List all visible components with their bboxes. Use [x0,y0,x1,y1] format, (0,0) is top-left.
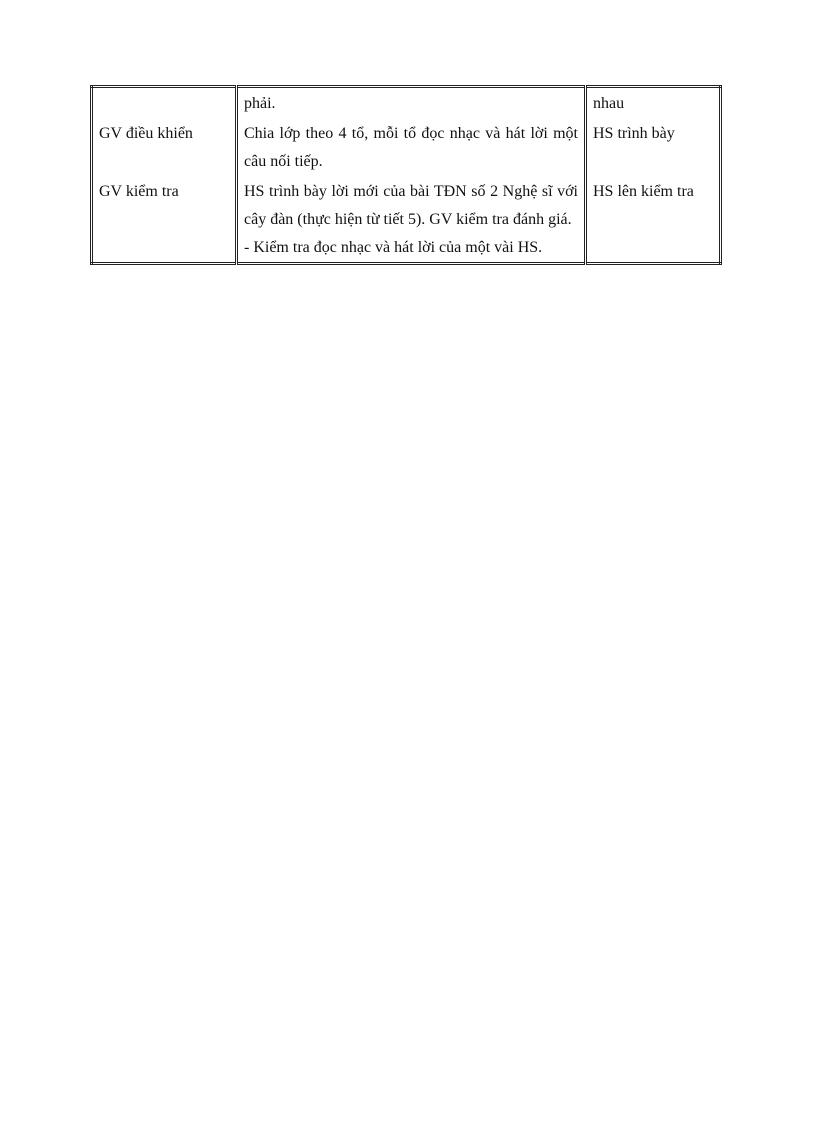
lesson-activity-table [90,85,722,265]
content-cell [237,176,586,264]
teacher-activity-cell [92,176,237,264]
content-text: - Kiểm tra đọc nhạc và hát lời của một vài HS. [244,239,543,256]
content-text: Chia lớp theo 4 tổ, mỗi tổ đọc nhạc và hát lời một câu nối tiếp. [244,125,578,170]
teacher-activity-text: GV kiểm tra [99,183,179,200]
student-activity-text: HS lên kiểm tra [593,183,694,200]
student-activity-text: HS trình bày [593,125,675,142]
content-cell [237,87,586,119]
teacher-activity-text: GV điều khiển [99,125,193,142]
content-cell [237,118,586,176]
student-activity-cell [586,176,721,264]
teacher-activity-cell [92,118,237,176]
table-row [92,87,721,119]
student-activity-text: nhau [593,95,625,112]
content-text: phải. [244,95,276,112]
student-activity-cell [586,87,721,119]
content-text: HS trình bày lời mới của bài TĐN số 2 Nghệ sĩ với cây đàn (thực hiện từ tiết 5). GV kiểm tra đánh giá. [244,183,578,228]
teacher-activity-text [99,90,229,118]
student-activity-cell [586,118,721,176]
teacher-activity-cell [92,87,237,119]
table-row [92,176,721,264]
table-row [92,118,721,176]
